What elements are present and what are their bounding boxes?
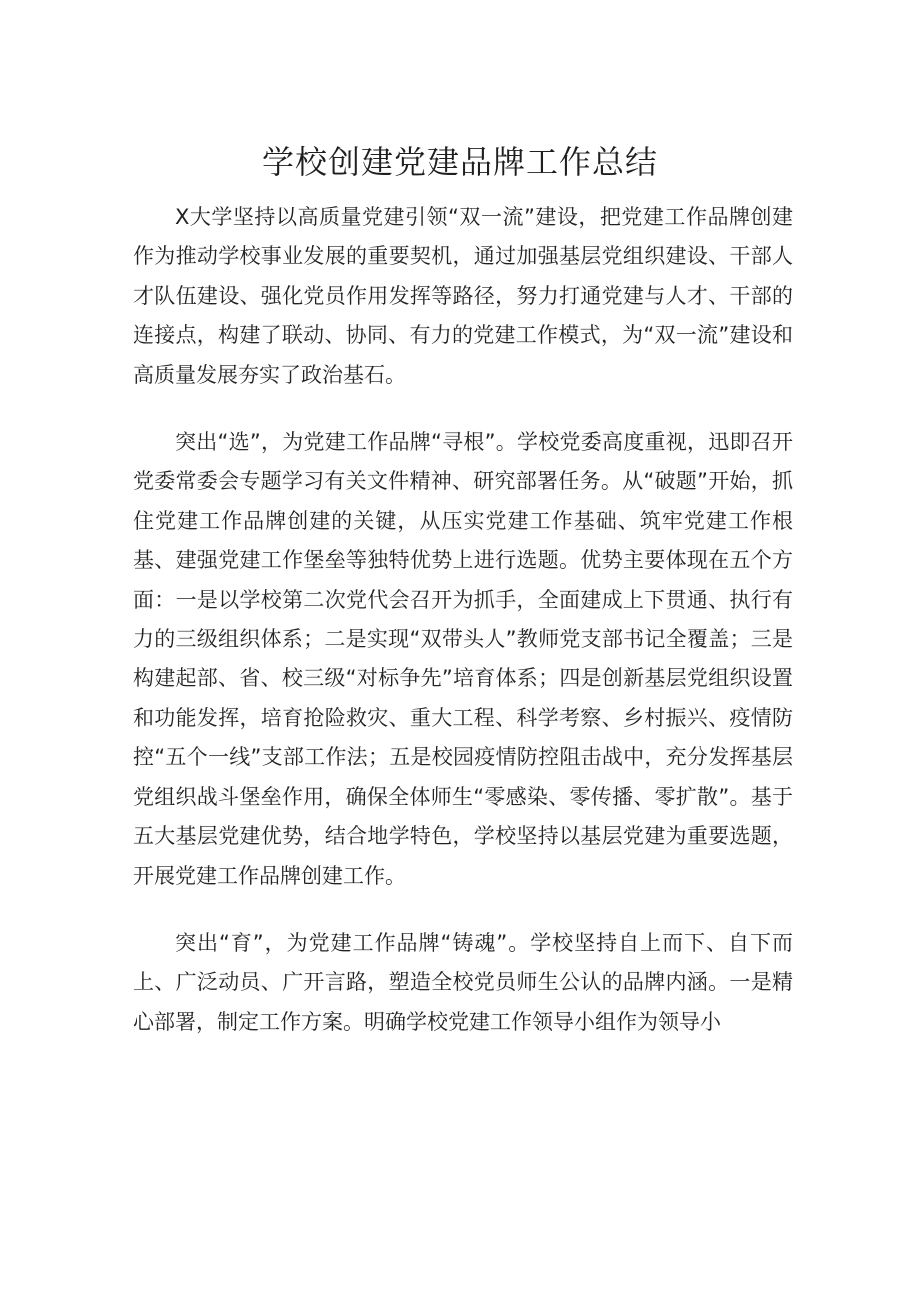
paragraph-select: 突出“选”，为党建工作品牌“寻根”。学校党委高度重视，迅即召开党委常委会专题学习有关文件精神、研究部署任务。从“破题”开始，抓住党建工作品牌创建的关键，从压实党建工作基础、筑牢党建工作根基、建强党建工作堡垒等独特优势上进行选题。优势主要体现在五个方面：一是以学校第二次党代会召开为抓手，全面建成上下贯通、执行有力的三级组织体系；二是实现“双带头人”教师党支部书记全覆盖；三是构建起部、省、校三级“对标争先”培育体系；四是创新基层党组织设置和功能发挥，培育抢险救灾、重大工程、科学考察、乡村振兴、疫情防控“五个一线”支部工作法；五是校园疫情防控阻击战中，充分发挥基层党组织战斗堡垒作用，确保全体师生“零感染、零传播、零扩散”。基于五大基层党建优势，结合地学特色，学校坚持以基层党建为重要选题，开展党建工作品牌创建工作。 xyxy=(133,430,793,888)
paragraph-cultivate: 突出“育”，为党建工作品牌“铸魂”。学校坚持自上而下、自下而上、广泛动员、广开言路，塑造全校党员师生公认的品牌内涵。一是精心部署，制定工作方案。明确学校党建工作领导小组作为领导小 xyxy=(133,930,793,1034)
paragraph-intro: X大学坚持以高质量党建引领“双一流”建设，把党建工作品牌创建作为推动学校事业发展的重要契机，通过加强基层党组织建设、干部人才队伍建设、强化党员作用发挥等路径，努力打通党建与人才、干部的连接点，构建了联动、协同、有力的党建工作模式，为“双一流”建设和高质量发展夯实了政治基石。 xyxy=(133,205,793,387)
document-title: 学校创建党建品牌工作总结 xyxy=(261,143,658,181)
document-body xyxy=(133,198,793,1070)
